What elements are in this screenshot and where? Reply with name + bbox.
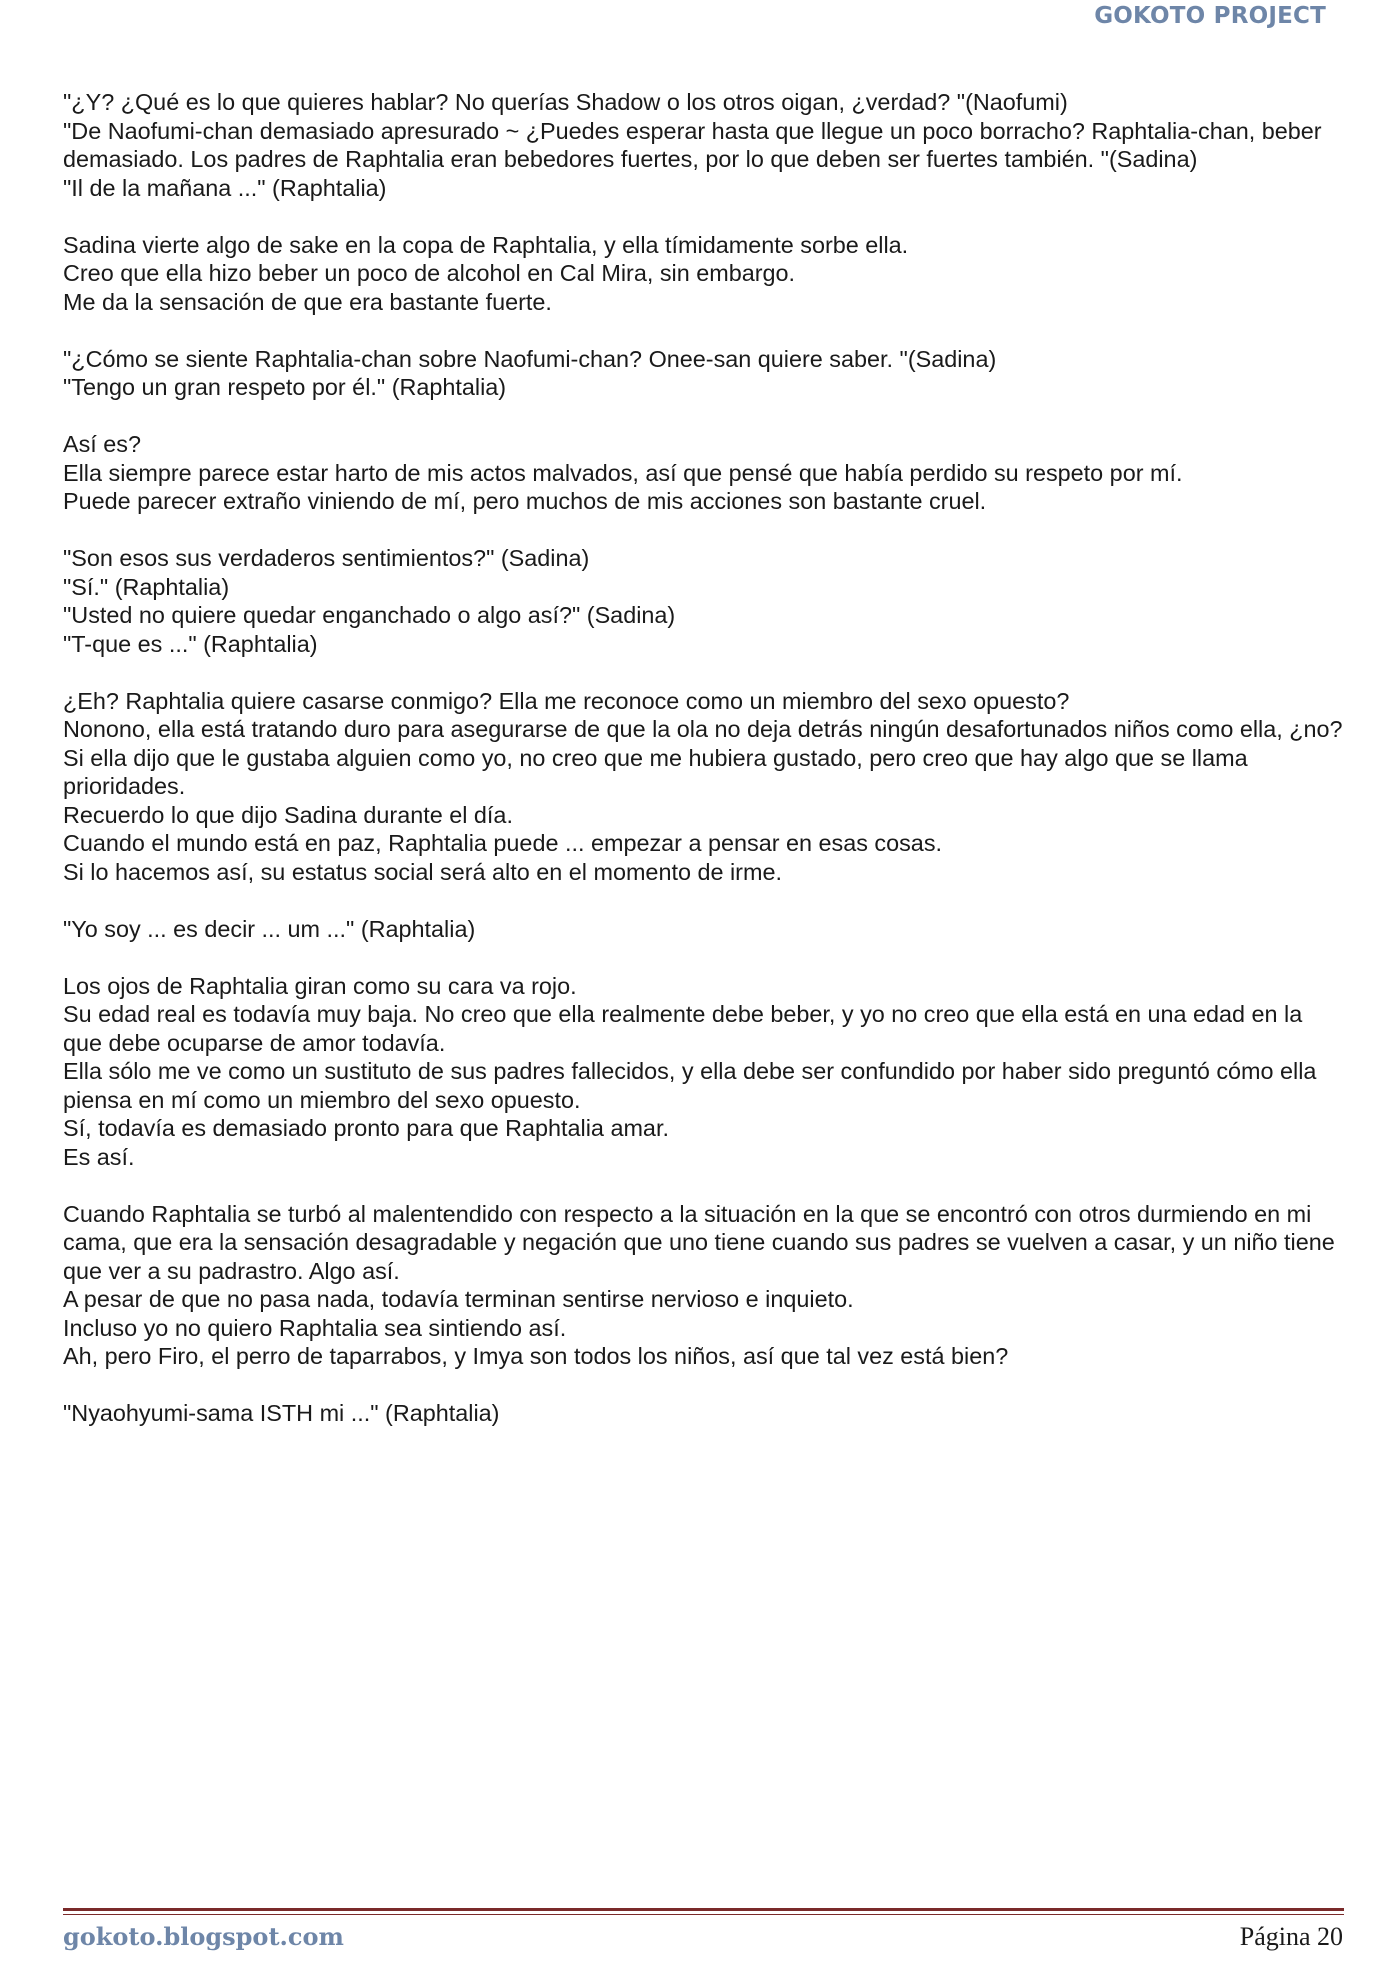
blank-line [63,402,1343,431]
paragraph: Ah, pero Firo, el perro de taparrabos, y Imya son todos los niños, así que tal vez está bien? [63,1343,1009,1369]
paragraph: Cuando Raphtalia se turbó al malentendido con respecto a la situación en la que se encontró con otros durmiendo en mi cama, que era la sensación desagradable y negación que uno tiene cuando sus padres se vuelven a casar, y un niño tiene que ver a su padrastro. Algo así. [63,1200,1342,1284]
paragraph: Sí, todavía es demasiado pronto para que Raphtalia amar. [63,1115,669,1141]
blank-line [63,1171,1343,1200]
blank-line [63,516,1343,545]
paragraph: "Il de la mañana ..." (Raphtalia) [63,174,387,201]
paragraph: Recuerdo lo que dijo Sadina durante el día. [63,801,513,828]
paragraph: Ella sólo me ve como un sustituto de sus padres fallecidos, y ella debe ser confundido por haber sido preguntó cómo ella piensa en mí como un miembro del sexo opuesto. [63,1058,1323,1113]
blank-line [63,316,1343,345]
blank-line [63,1371,1343,1400]
footer-rule-thin [63,1914,1344,1915]
paragraph: Así es? [63,431,142,457]
paragraph: Si lo hacemos así, su estatus social será alto en el momento de irme. [63,858,782,885]
paragraph: A pesar de que no pasa nada, todavía terminan sentirse nervioso e inquieto. [63,1286,854,1312]
paragraph: Su edad real es todavía muy baja. No creo que ella realmente debe beber, y yo no creo que ella está en una edad en la que debe ocuparse de amor todavía. [63,1001,1309,1056]
blank-line [63,658,1343,687]
paragraph: Creo que ella hizo beber un poco de alcohol en Cal Mira, sin embargo. [63,260,796,286]
blank-line [63,943,1343,972]
paragraph: Puede parecer extraño viniendo de mí, pero muchos de mis acciones son bastante cruel. [63,488,987,514]
paragraph: Si ella dijo que le gustaba alguien como yo, no creo que me hubiera gustado, pero creo que hay algo que se llama prioridades. [63,744,1255,799]
document-body [63,88,1343,1428]
paragraph: "Son esos sus verdaderos sentimientos?" (Sadina) [63,545,590,571]
paragraph: "Yo soy ... es decir ... um ..." (Raphtalia) [63,915,476,942]
paragraph: "Sí." (Raphtalia) [63,573,230,600]
paragraph: Me da la sensación de que era bastante fuerte. [63,288,552,315]
paragraph: "T-que es ..." (Raphtalia) [63,630,318,657]
paragraph: Es así. [63,1143,135,1170]
paragraph: "De Naofumi-chan demasiado apresurado ~ ¿Puedes esperar hasta que llegue un poco borracho? Raphtalia-chan, beber demasiado. Los padres de Raphtalia eran bebedores fuertes, por lo que deben ser fuertes también. "(Sadina) [63,117,1329,172]
footer-page-number: Página 20 [1239,1922,1343,1951]
paragraph: Incluso yo no quiero Raphtalia sea sintiendo así. [63,1314,567,1341]
paragraph: Cuando el mundo está en paz, Raphtalia puede ... empezar a pensar en esas cosas. [63,830,943,856]
header-title: GOKOTO PROJECT [1094,3,1326,29]
paragraph: "¿Cómo se siente Raphtalia-chan sobre Naofumi-chan? Onee-san quiere saber. "(Sadina) [63,345,997,372]
paragraph: Nonono, ella está tratando duro para asegurarse de que la ola no deja detrás ningún desafortunados niños como ella, ¿no? [63,716,1343,742]
blank-line [63,202,1343,231]
footer-rule-thick [63,1908,1344,1911]
footer-site: gokoto.blogspot.com [63,1922,344,1951]
paragraph: "Nyaohyumi-sama ISTH mi ..." (Raphtalia) [63,1400,500,1426]
paragraph: Los ojos de Raphtalia giran como su cara va rojo. [63,972,577,999]
paragraph: "Tengo un gran respeto por él." (Raphtalia) [63,374,507,400]
paragraph: Sadina vierte algo de sake en la copa de Raphtalia, y ella tímidamente sorbe ella. [63,231,909,258]
paragraph: ¿Eh? Raphtalia quiere casarse conmigo? Ella me reconoce como un miembro del sexo opuesto? [63,687,1070,714]
blank-line [63,886,1343,915]
paragraph: "¿Y? ¿Qué es lo que quieres hablar? No querías Shadow o los otros oigan, ¿verdad? "(Naofumi) [63,89,1068,115]
paragraph: "Usted no quiere quedar enganchado o algo así?" (Sadina) [63,602,676,628]
paragraph: Ella siempre parece estar harto de mis actos malvados, así que pensé que había perdido su respeto por mí. [63,459,1183,486]
